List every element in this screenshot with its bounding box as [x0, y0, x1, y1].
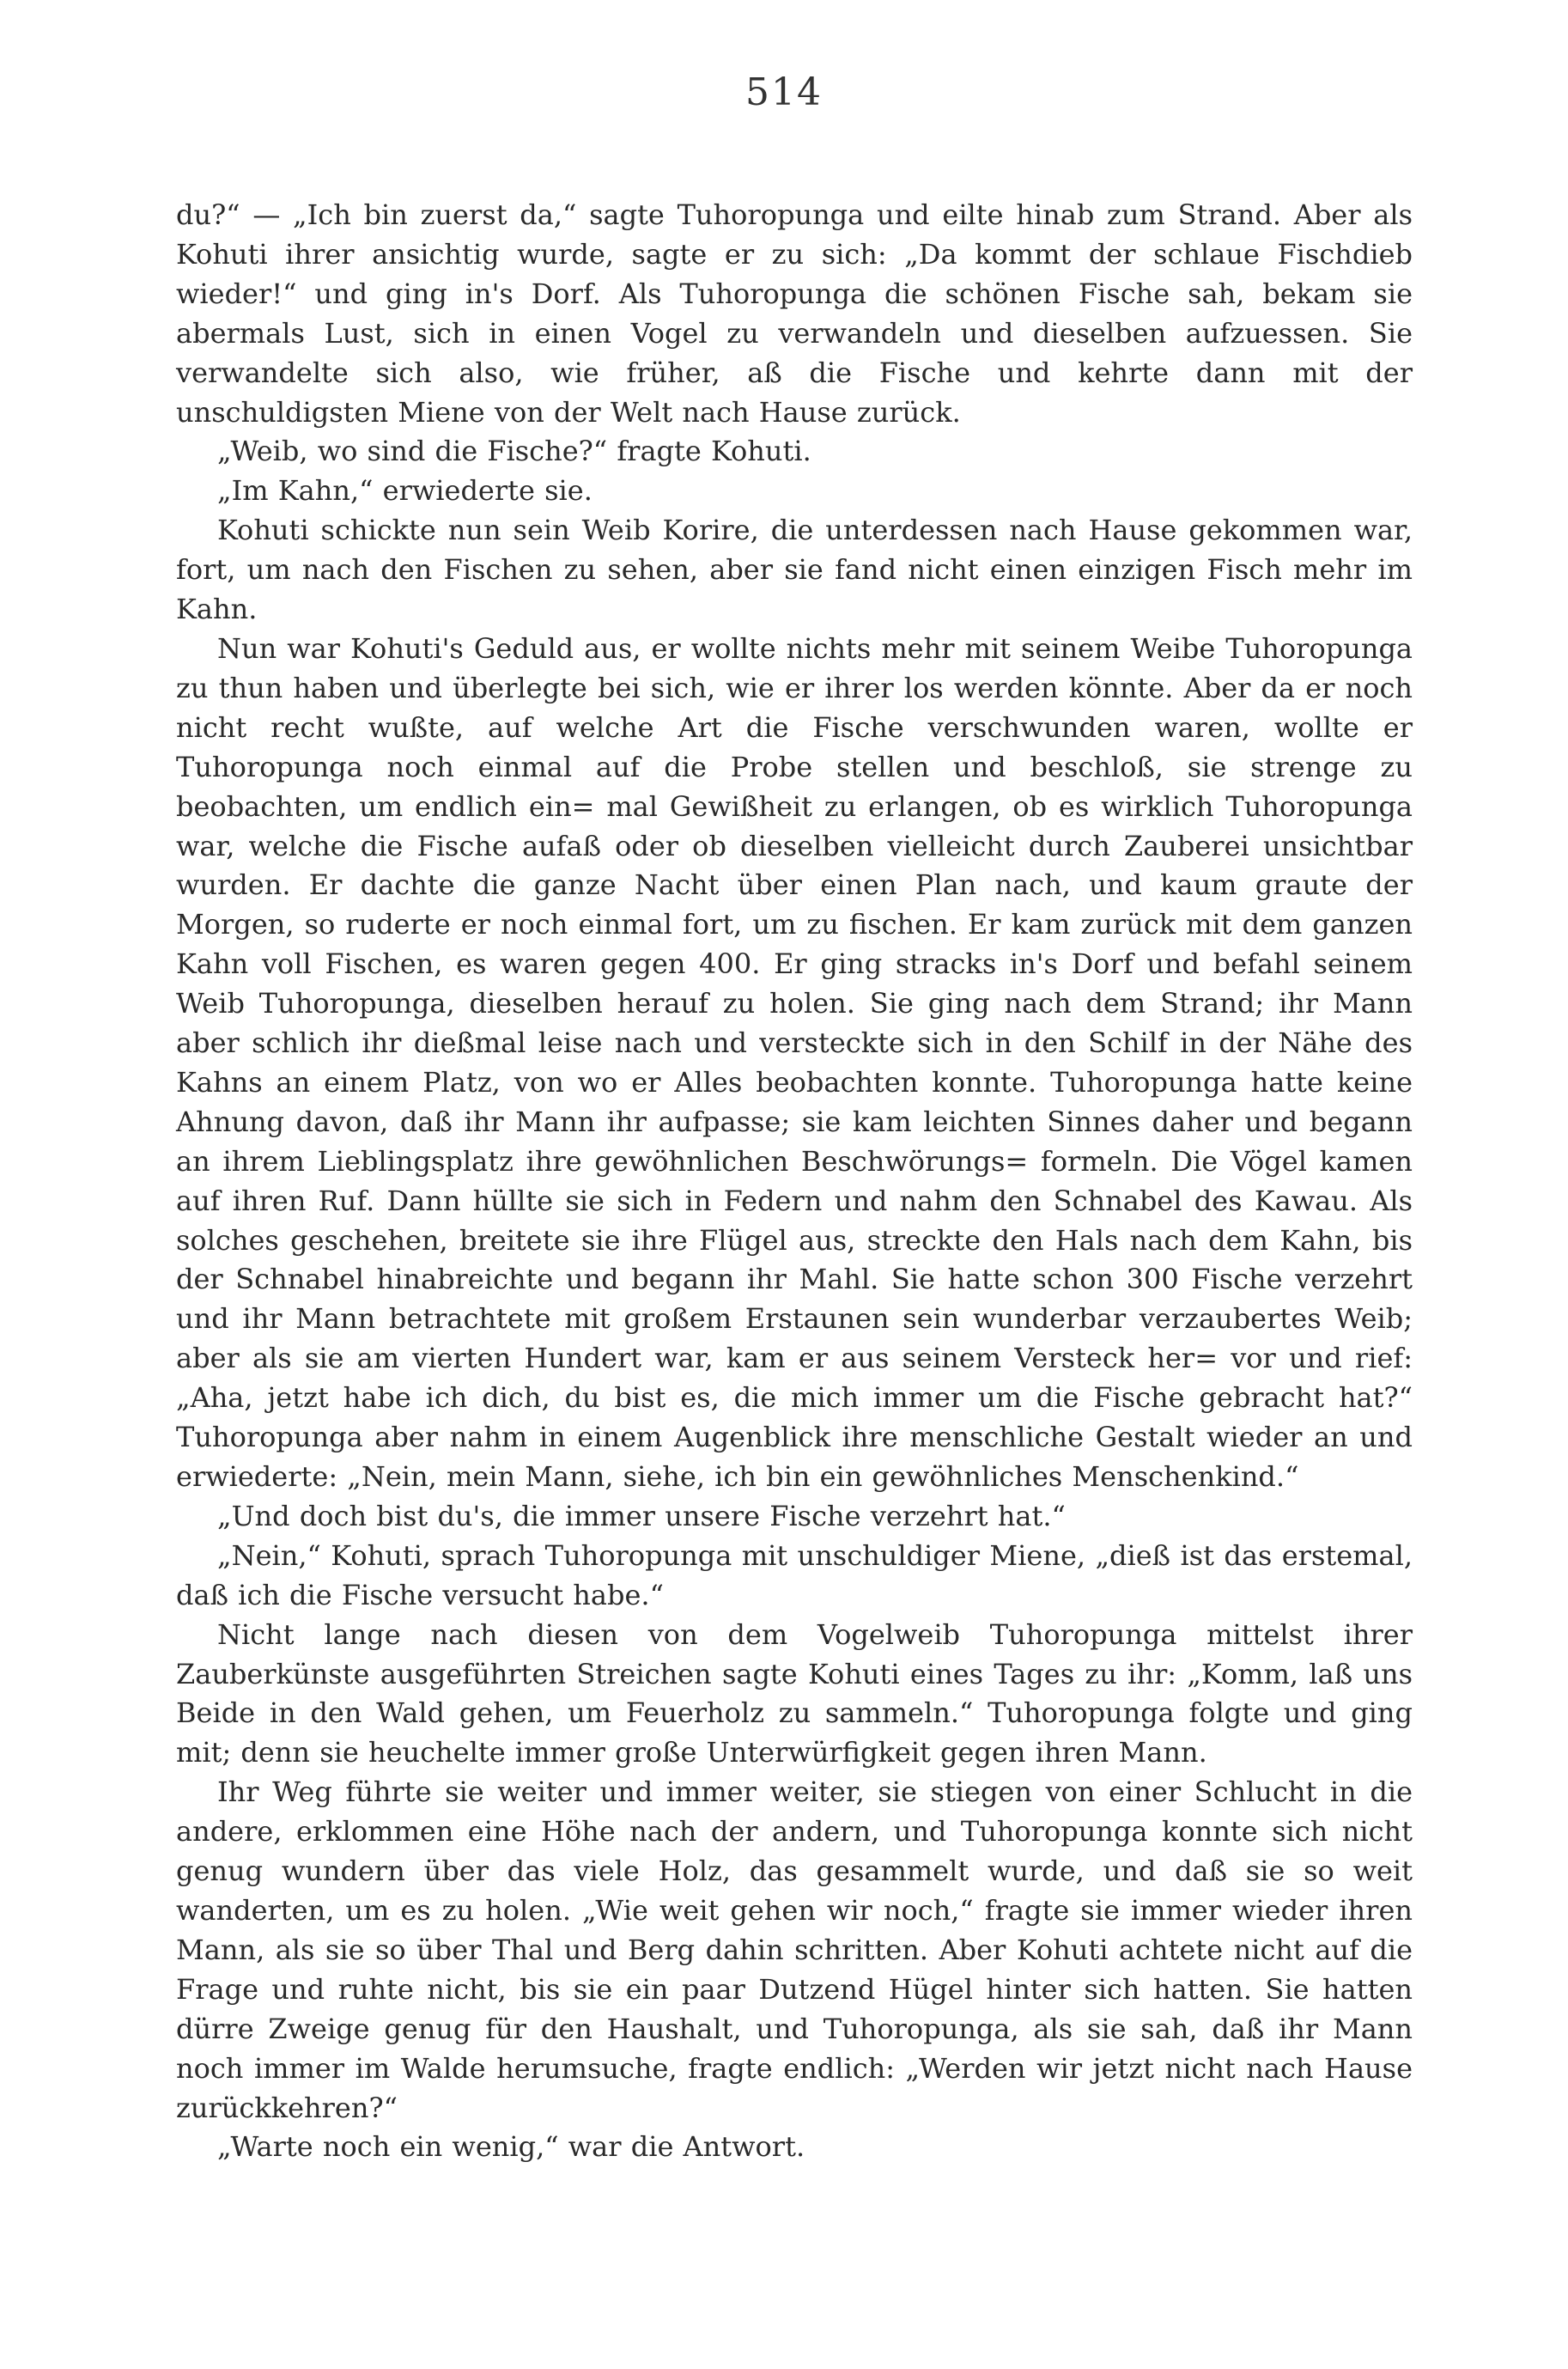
body-text — [176, 196, 1413, 2167]
page-number: 514 — [745, 70, 823, 114]
paragraph: „Warte noch ein wenig,“ war die Antwort. — [217, 2130, 805, 2164]
paragraph: Nun war Kohuti's Geduld aus, er wollte nichts mehr mit seinem Weibe Tuhoropunga zu thun haben und überlegte bei sich, wie er ihrer los werden könnte. Aber da er noch nicht recht wußte, auf welche Art die Fische verschwunden waren, wollte er Tuhoropunga noch einmal auf die Probe stellen und beschloß, sie strenge zu beobachten, um endlich ein= mal Gewißheit zu erlangen, ob es wirklich Tuhoropunga war, welche die Fische aufaß oder ob dieselben vielleicht durch Zauberei unsichtbar wurden. Er dachte die ganze Nacht über einen Plan nach, und kaum graute der Morgen, so ruderte er noch einmal fort, um zu fischen. Er kam zurück mit dem ganzen Kahn voll Fischen, es waren gegen 400. Er ging stracks in's Dorf und befahl seinem Weib Tuhoropunga, dieselben herauf zu holen. Sie ging nach dem Strand; ihr Mann aber schlich ihr dießmal leise nach und versteckte sich in den Schilf in der Nähe des Kahns an einem Platz, von wo er Alles beobachten konnte. Tuhoropunga hatte keine Ahnung davon, daß ihr Mann ihr aufpasse; sie kam leichten Sinnes daher und begann an ihrem Lieblingsplatz ihre gewöhnlichen Beschwörungs= formeln. Die Vögel kamen auf ihren Ruf. Dann hüllte sie sich in Federn und nahm den Schnabel des Kawau. Als solches geschehen, breitete sie ihre Flügel aus, streckte den Hals nach dem Kahn, bis der Schnabel hinabreichte und begann ihr Mahl. Sie hatte schon 300 Fische verzehrt und ihr Mann betrachtete mit großem Erstaunen sein wunderbar verzaubertes Weib; aber als sie am vierten Hundert war, kam er aus seinem Versteck her= vor und rief: „Aha, jetzt habe ich dich, du bist es, die mich immer um die Fische gebracht hat?“ Tuhoropunga aber nahm in einem Augenblick ihre menschliche Gestalt wieder an und erwiederte: „Nein, mein Mann, siehe, ich bin ein gewöhnliches Menschenkind.“ — [176, 631, 1413, 1493]
paragraph: Ihr Weg führte sie weiter und immer weiter, sie stiegen von einer Schlucht in die andere, erklommen eine Höhe nach der andern, und Tuhoropunga konnte sich nicht genug wundern über das viele Holz, das gesammelt wurde, und daß sie so weit wanderten, um es zu holen. „Wie weit gehen wir noch,“ fragte sie immer wieder ihren Mann, als sie so über Thal und Berg dahin schritten. Aber Kohuti achtete nicht auf die Frage und ruhte nicht, bis sie ein paar Dutzend Hügel hinter sich hatten. Sie hatten dürre Zweige genug für den Haushalt, und Tuhoropunga, als sie sah, daß ihr Mann noch immer im Walde herumsuche, fragte endlich: „Werden wir jetzt nicht nach Hause zurückkehren?“ — [176, 1775, 1413, 2124]
paragraph: Kohuti schickte nun sein Weib Korire, die unterdessen nach Hause gekommen war, fort, um nach den Fischen zu sehen, aber sie fand nicht einen einzigen Fisch mehr im Kahn. — [176, 514, 1413, 626]
paragraph: „Und doch bist du's, die immer unsere Fische verzehrt hat.“ — [217, 1499, 1066, 1532]
paragraph: „Im Kahn,“ erwiederte sie. — [217, 474, 593, 508]
paragraph: Nicht lange nach diesen von dem Vogelweib Tuhoropunga mittelst ihrer Zauberkünste ausgeführten Streichen sagte Kohuti eines Tages zu ihr: „Komm, laß uns Beide in den Wald gehen, um Feuerholz zu sammeln.“ Tuhoropunga folgte und ging mit; denn sie heuchelte immer große Unterwürfigkeit gegen ihren Mann. — [176, 1617, 1413, 1769]
paragraph: „Nein,“ Kohuti, sprach Tuhoropunga mit unschuldiger Miene, „dieß ist das erstemal, daß ich die Fische versucht habe.“ — [176, 1538, 1413, 1611]
paragraph: „Weib, wo sind die Fische?“ fragte Kohuti. — [217, 435, 811, 468]
paragraph: du?“ — „Ich bin zuerst da,“ sagte Tuhoropunga und eilte hinab zum Strand. Aber als Kohuti ihrer ansichtig wurde, sagte er zu sich: „Da kommt der schlaue Fischdieb wieder!“ und ging in's Dorf. Als Tuhoropunga die schönen Fische sah, bekam sie abermals Lust, sich in einen Vogel zu verwandeln und dieselben aufzuessen. Sie verwandelte sich also, wie früher, aß die Fische und kehrte dann mit der unschuldigsten Miene von der Welt nach Hause zurück. — [176, 198, 1413, 429]
